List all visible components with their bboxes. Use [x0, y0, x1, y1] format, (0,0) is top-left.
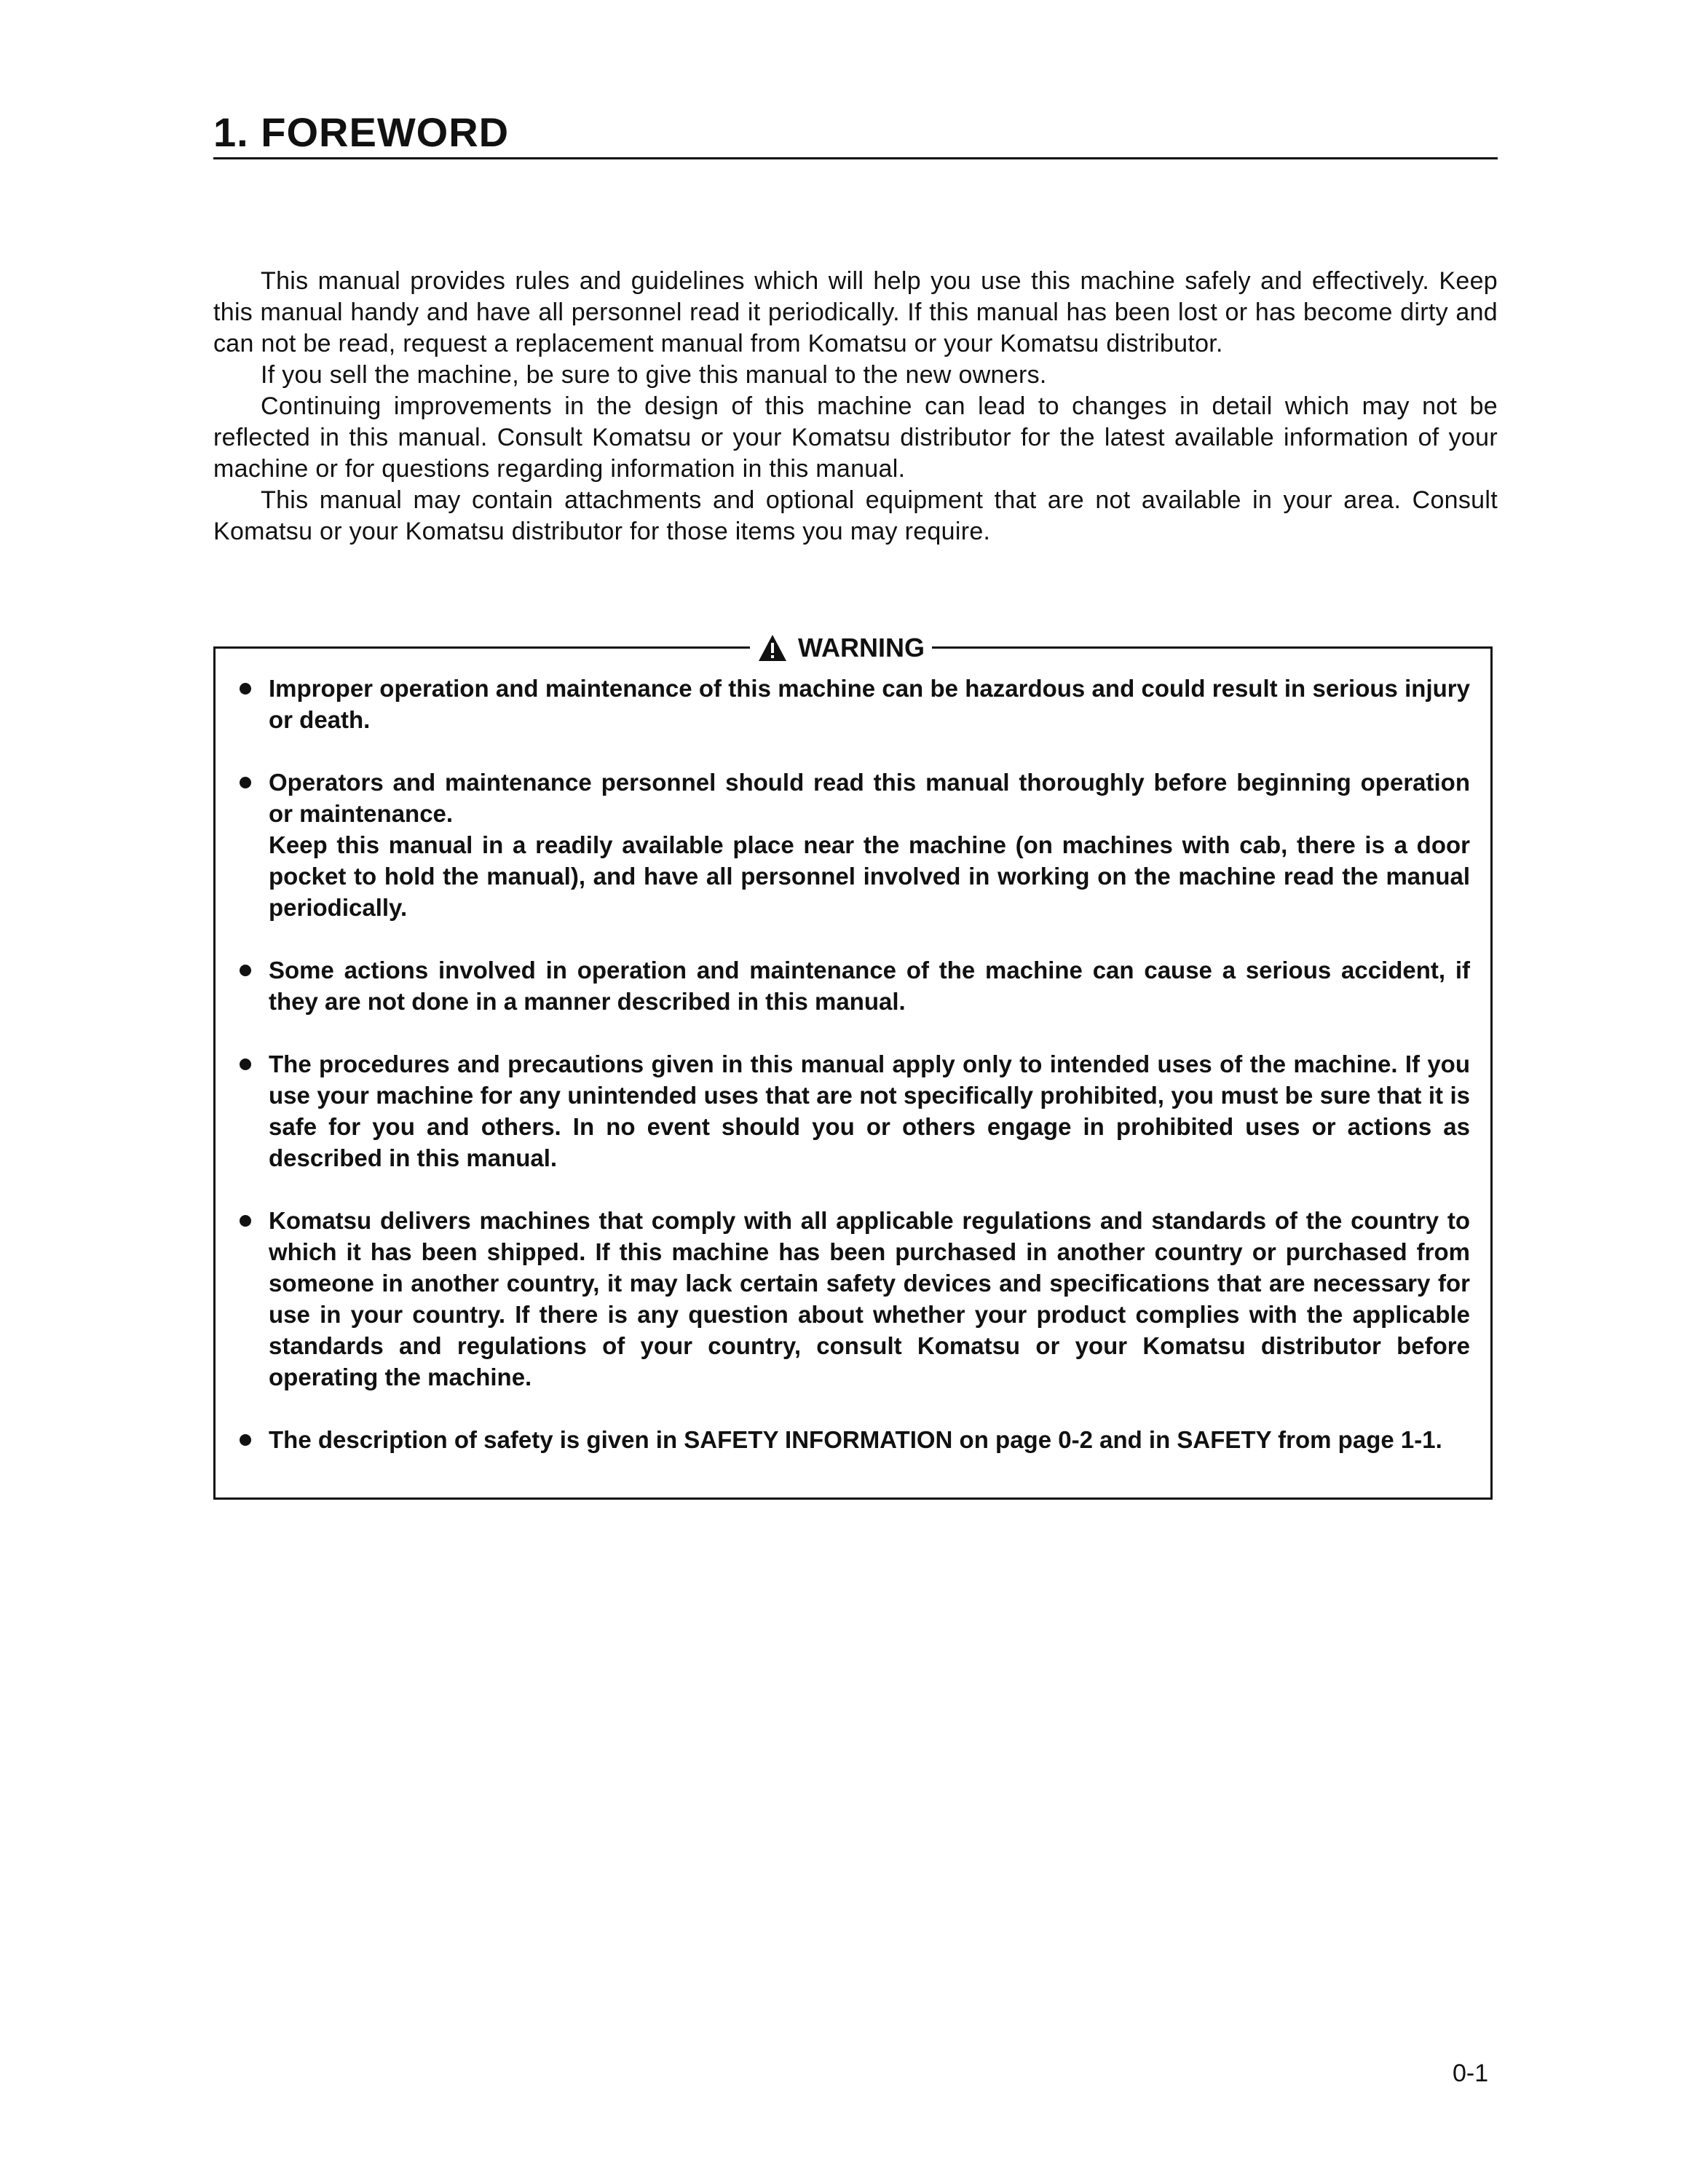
warning-triangle-icon	[757, 633, 788, 662]
warning-item-text: The procedures and precautions given in this manual apply only to intended uses of the machine. If you use your machine for any unintended uses that are not specifically prohibited, you must be sure that it is safe for you and others. In no event should you or others engage in prohibited uses or actions as described in this manual.	[269, 1051, 1470, 1171]
warning-item-text: Komatsu delivers machines that comply with all applicable regulations and standards of the country to which it has been shipped. If this machine has been purchased in another country or purchased from someone in another country, it may lack certain safety devices and specifications that are necessary for use in your country. If there is any question about whether your product complies with the applicable standards and regulations of your country, consult Komatsu or your Komatsu distributor before operating the machine.	[269, 1207, 1470, 1390]
warning-list	[216, 673, 1490, 1487]
page-title: 1. FOREWORD	[213, 109, 510, 155]
intro-paragraph: This manual provides rules and guidelines which will help you use this machine safely and effectively. Keep this manual handy and have all personnel read it periodically. If this manual has been lost or has become dirty and can not be read, request a replacement manual from Komatsu or your Komatsu distributor.	[213, 267, 1498, 357]
warning-box	[213, 633, 1493, 1500]
warning-item	[216, 767, 1490, 923]
warning-item-text: Keep this manual in a readily available place near the machine (on machines with cab, there is a door pocket to hold the manual), and have all personnel involved in working on the machine read the manual periodically.	[269, 831, 1470, 921]
bullet-icon	[240, 777, 251, 788]
bullet-icon	[240, 1434, 251, 1446]
bullet-icon	[240, 965, 251, 976]
warning-title	[750, 630, 932, 666]
warning-item	[216, 1205, 1490, 1393]
intro-paragraph: If you sell the machine, be sure to give this manual to the new owners.	[261, 361, 1047, 389]
warning-item-text: The description of safety is given in SAFETY INFORMATION on page 0-2 and in SAFETY from page 1-1.	[269, 1426, 1442, 1453]
section-heading	[213, 109, 1498, 159]
bullet-icon	[240, 1215, 251, 1227]
page-number: 0-1	[1453, 2060, 1489, 2087]
bullet-icon	[240, 1059, 251, 1070]
intro-paragraph: Continuing improvements in the design of this machine can lead to changes in detail which may not be reflected in this manual. Consult Komatsu or your Komatsu distributor for the latest available information of your machine or for questions regarding information in this manual.	[213, 392, 1498, 483]
bullet-icon	[240, 683, 251, 695]
warning-item	[216, 954, 1490, 1017]
warning-item-text: Some actions involved in operation and maintenance of the machine can cause a serious accident, if they are not done in a manner described in this manual.	[269, 957, 1470, 1015]
warning-label: WARNING	[798, 633, 925, 662]
warning-item	[216, 1048, 1490, 1174]
intro-text	[213, 266, 1498, 547]
warning-item	[216, 673, 1490, 735]
warning-item-text: Operators and maintenance personnel should read this manual thoroughly before beginning operation or maintenance.	[269, 769, 1470, 827]
intro-paragraph: This manual may contain attachments and optional equipment that are not available in your area. Consult Komatsu or your Komatsu distributor for those items you may require.	[213, 486, 1498, 545]
warning-item	[216, 1424, 1490, 1455]
warning-item-text: Improper operation and maintenance of this machine can be hazardous and could result in serious injury or death.	[269, 675, 1470, 733]
